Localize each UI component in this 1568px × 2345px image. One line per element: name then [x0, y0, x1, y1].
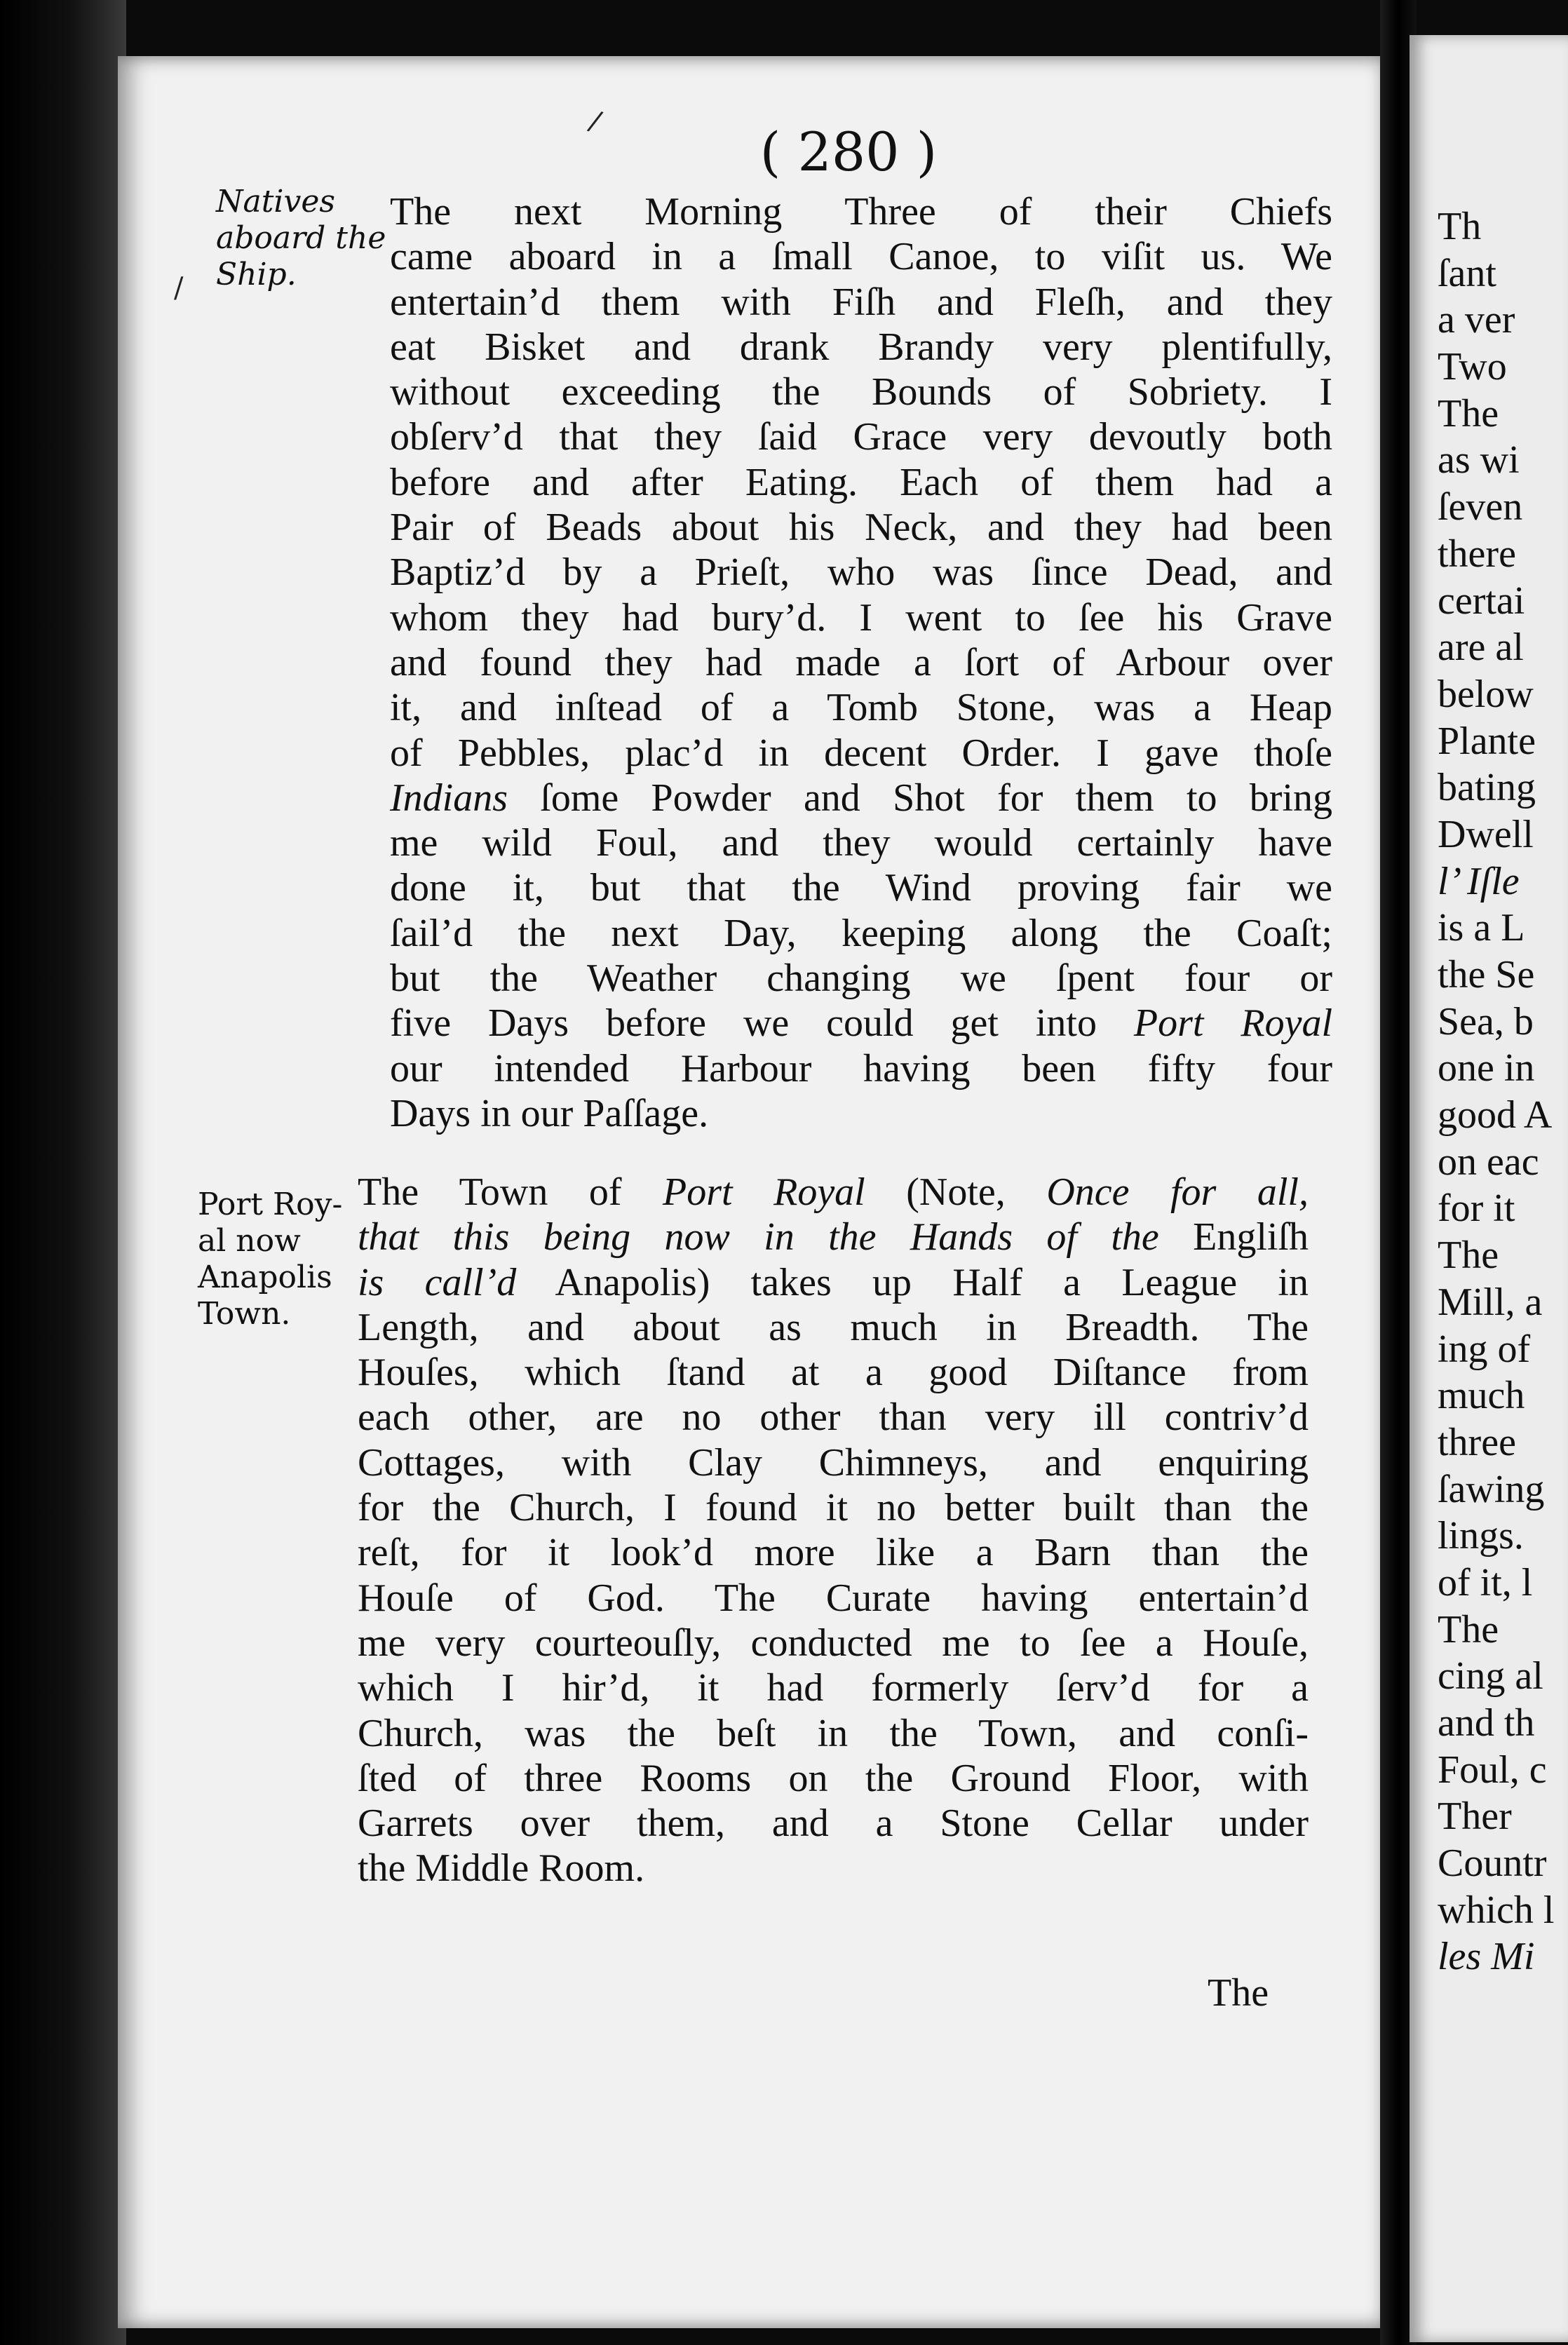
facing-line-fragment: one in	[1438, 1046, 1535, 1090]
text-line: ſted of three Rooms on the Ground Floor, with	[358, 1756, 1309, 1800]
facing-line-fragment: Plante	[1438, 719, 1536, 763]
catchword: The	[1208, 1971, 1269, 2015]
facing-line-fragment: certai	[1438, 579, 1525, 623]
text-line: of Pebbles, plac’d in decent Order. I gave thoſe	[390, 731, 1332, 775]
facing-line-fragment: the Se	[1438, 953, 1535, 996]
text-line: which I hir’d, it had formerly ſerv’d for a	[358, 1666, 1309, 1710]
text-line: Days in our Paſſage.	[390, 1091, 709, 1135]
facing-line-fragment: l’ Iſle	[1438, 859, 1520, 903]
margin-note-natives: Natives aboard the Ship.	[216, 184, 386, 292]
facing-line-fragment: which l	[1438, 1888, 1555, 1932]
text-line: whom they had bury’d. I went to ſee his Grave	[390, 595, 1332, 640]
ink-speck: /	[174, 272, 184, 304]
text-line: each other, are no other than very ill contriv’d	[358, 1395, 1309, 1440]
paragraph-1	[390, 189, 1332, 1136]
text-line: Indians ſome Powder and Shot for them to bring	[390, 776, 1332, 820]
facing-line-fragment: below	[1438, 672, 1534, 716]
facing-page-text	[1438, 203, 1568, 1980]
text-line: Houſe of God. The Curate having entertain’d	[358, 1576, 1309, 1620]
text-line: Pair of Beads about his Neck, and they had been	[390, 506, 1332, 550]
text-line: ſail’d the next Day, keeping along the Coaſt;	[390, 911, 1332, 955]
left-binding-shadow	[0, 0, 126, 2345]
text-line: without exceeding the Bounds of Sobriety. I	[390, 370, 1332, 414]
text-line: before and after Eating. Each of them had a	[390, 460, 1332, 504]
text-line: five Days before we could get into Port Royal	[390, 1001, 1332, 1046]
text-line: and found they had made a ſort of Arbour over	[390, 640, 1332, 684]
text-line: that this being now in the Hands of the Engliſh	[358, 1215, 1309, 1259]
ink-speck: /	[585, 104, 605, 138]
text-line: obſerv’d that they ſaid Grace very devoutly both	[390, 415, 1332, 459]
facing-line-fragment: ing of	[1438, 1327, 1531, 1371]
facing-line-fragment: as wi	[1438, 438, 1520, 482]
facing-line-fragment: Dwell	[1438, 812, 1534, 856]
facing-line-fragment: of it, l	[1438, 1560, 1533, 1604]
facing-line-fragment: and th	[1438, 1701, 1535, 1745]
text-line: our intended Harbour having been fifty four	[390, 1046, 1332, 1090]
text-line: Length, and about as much in Breadth. The	[358, 1305, 1309, 1349]
text-line: came aboard in a ſmall Canoe, to viſit us. We	[390, 235, 1332, 279]
text-line: Church, was the beſt in the Town, and conſi-	[358, 1711, 1309, 1755]
text-line: The Town of Port Royal (Note, Once for all,	[358, 1170, 1309, 1214]
text-line: entertain’d them with Fiſh and Fleſh, and they	[390, 280, 1332, 324]
facing-line-fragment: bating	[1438, 766, 1536, 810]
facing-line-fragment: Countr	[1438, 1841, 1547, 1886]
facing-line-fragment: The	[1438, 391, 1499, 435]
facing-line-fragment: ſawing	[1438, 1467, 1545, 1511]
facing-line-fragment: there	[1438, 532, 1516, 576]
facing-line-fragment: for it	[1438, 1187, 1515, 1231]
facing-line-fragment: Foul, c	[1438, 1748, 1547, 1792]
facing-line-fragment: good A	[1438, 1093, 1553, 1137]
facing-line-fragment: is a L	[1438, 906, 1525, 950]
facing-line-fragment: Th	[1438, 205, 1482, 248]
facing-line-fragment: ſeven	[1438, 485, 1523, 529]
text-line: me very courteouſly, conducted me to ſee a Houſe,	[358, 1621, 1309, 1665]
text-line: The next Morning Three of their Chiefs	[390, 190, 1332, 234]
text-line: done it, but that the Wind proving fair we	[390, 866, 1332, 910]
facing-line-fragment: three	[1438, 1420, 1516, 1464]
facing-line-fragment: lings.	[1438, 1514, 1524, 1558]
text-line: me wild Foul, and they would certainly have	[390, 821, 1332, 865]
facing-line-fragment: cing al	[1438, 1654, 1543, 1698]
facing-line-fragment: Sea, b	[1438, 999, 1534, 1043]
facing-line-fragment: Mill, a	[1438, 1280, 1543, 1324]
text-line: Cottages, with Clay Chimneys, and enquiring	[358, 1440, 1309, 1485]
facing-line-fragment: are al	[1438, 626, 1524, 670]
facing-line-fragment: a ver	[1438, 298, 1515, 342]
text-line: eat Bisket and drank Brandy very plentifully,	[390, 325, 1332, 369]
facing-line-fragment: much	[1438, 1374, 1525, 1418]
text-line: for the Church, I found it no better built than the	[358, 1486, 1309, 1530]
page-number: ( 280 )	[759, 121, 938, 183]
facing-line-fragment: Two	[1438, 345, 1507, 389]
facing-line-fragment: les Mi	[1438, 1935, 1535, 1979]
text-line: Houſes, which ſtand at a good Diſtance from	[358, 1351, 1309, 1395]
facing-line-fragment: The	[1438, 1234, 1499, 1278]
text-line: but the Weather changing we ſpent four or	[390, 957, 1332, 1001]
text-line: it, and inſtead of a Tomb Stone, was a Heap	[390, 686, 1332, 730]
facing-line-fragment: ſant	[1438, 251, 1496, 295]
facing-line-fragment: The	[1438, 1607, 1499, 1651]
text-line: the Middle Room.	[358, 1846, 645, 1891]
facing-line-fragment: on eac	[1438, 1140, 1539, 1184]
text-line: Garrets over them, and a Stone Cellar under	[358, 1802, 1309, 1846]
text-line: reſt, for it look’d more like a Barn than the	[358, 1531, 1309, 1575]
text-line: Baptiz’d by a Prieſt, who was ſince Dead, and	[390, 550, 1332, 595]
paragraph-2	[358, 1170, 1309, 1891]
margin-note-port-royal: Port Roy- al now Anapolis Town.	[198, 1187, 343, 1332]
facing-line-fragment: Ther	[1438, 1795, 1512, 1839]
text-line: is call’d Anapolis) takes up Half a League in	[358, 1260, 1309, 1304]
